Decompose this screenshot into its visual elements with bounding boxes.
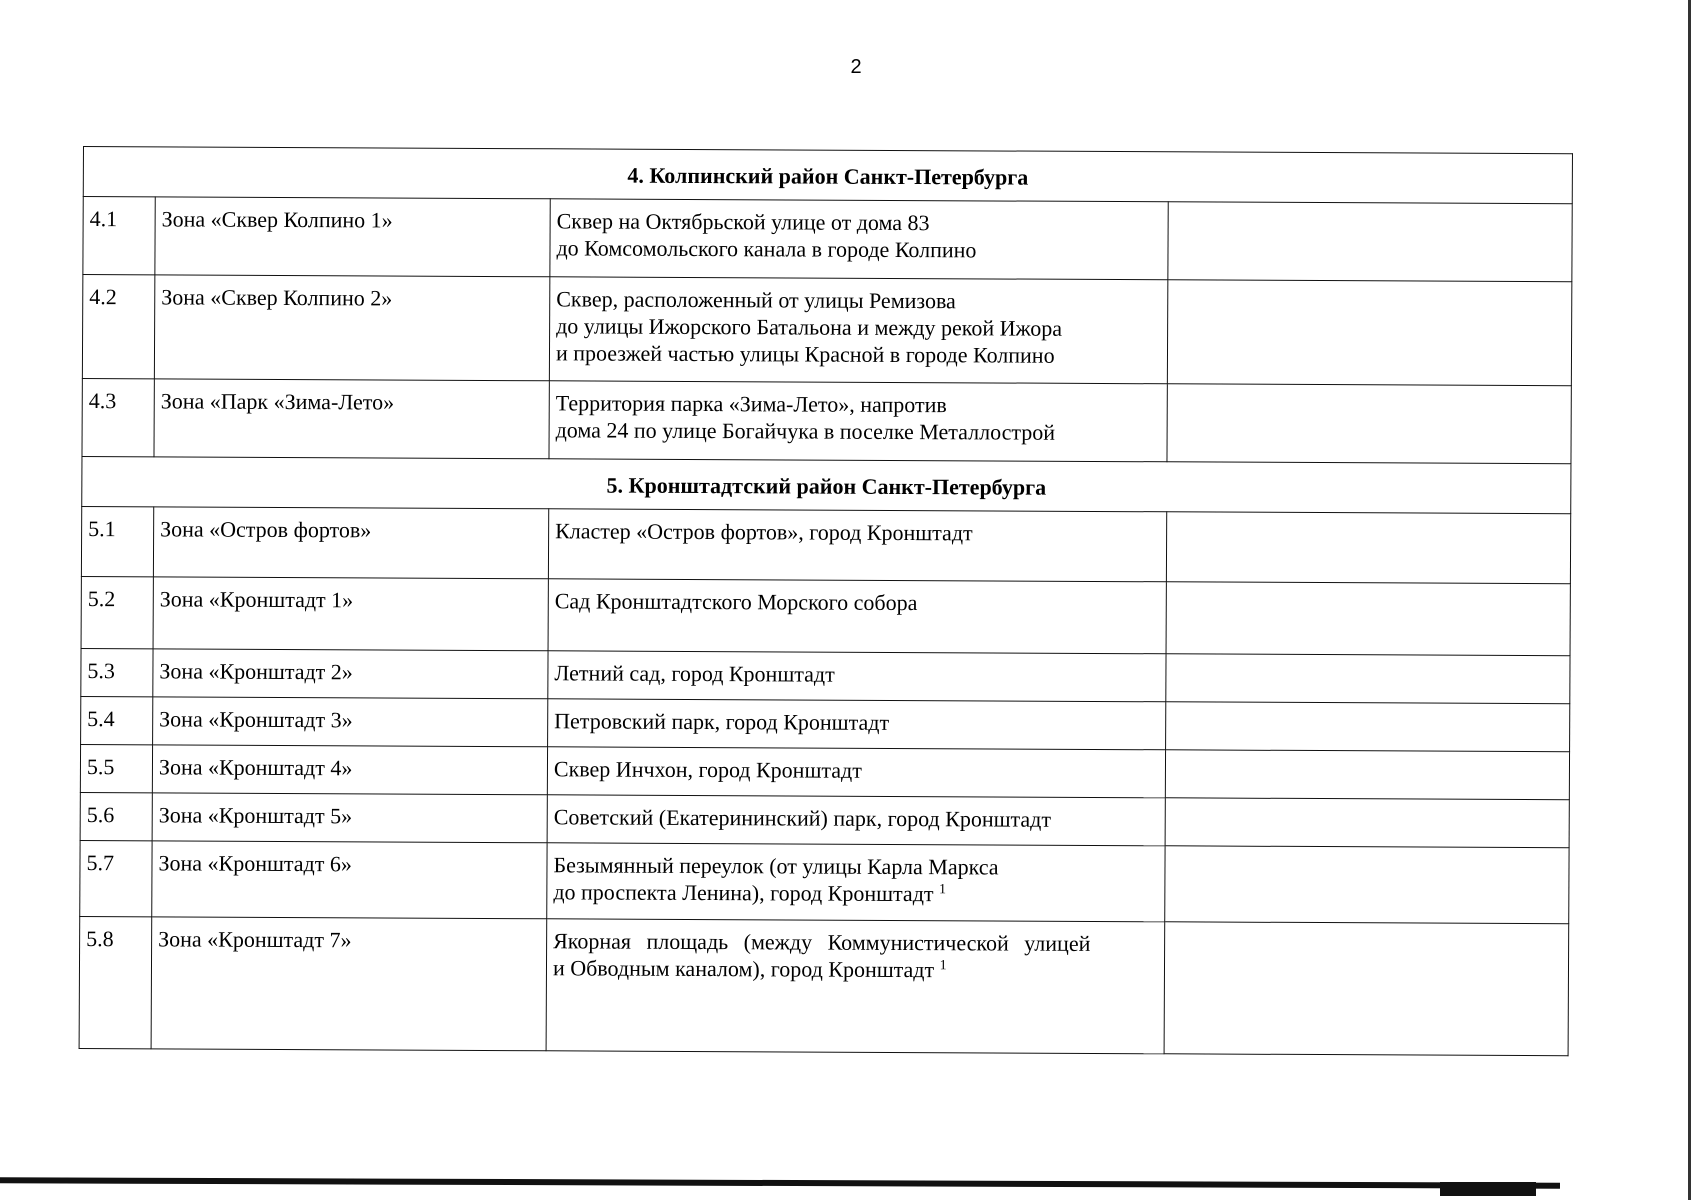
extra-cell <box>1167 280 1572 386</box>
extra-cell <box>1165 846 1569 924</box>
row-number: 5.2 <box>81 576 153 648</box>
description-line <box>553 878 1158 908</box>
page-number: 2 <box>850 56 862 78</box>
section-header-row <box>83 147 1572 204</box>
table-row <box>81 648 1570 703</box>
description-line: Советский (Екатерининский) парк, город Кронштадт <box>553 804 1052 832</box>
zone-name: Зона «Кронштадт 1» <box>153 577 548 651</box>
zones-table <box>79 146 1573 1056</box>
description-line: Сквер на Октябрьской улице от дома 83 <box>556 208 930 236</box>
description-line: Сквер, расположенный от улицы Ремизова <box>556 286 956 314</box>
table-row <box>81 506 1570 583</box>
zone-description <box>548 509 1166 582</box>
description-line: до улицы Ижорского Батальона и между рекой Ижора <box>556 313 1063 341</box>
zone-name: Зона «Кронштадт 2» <box>153 649 548 699</box>
table-row <box>82 378 1571 463</box>
zone-name: Зона «Сквер Колпино 2» <box>154 275 550 381</box>
description-line: Кластер «Остров фортов», город Кронштадт <box>555 518 973 546</box>
zone-name: Зона «Кронштадт 3» <box>153 697 548 747</box>
row-number: 5.5 <box>80 744 152 792</box>
row-number: 5.8 <box>79 916 152 1048</box>
description-line: Якорная площадь (между Коммунистической улицей <box>553 928 1091 956</box>
zone-description <box>549 277 1168 384</box>
extra-cell <box>1165 798 1569 848</box>
zone-description <box>548 579 1166 654</box>
row-number: 4.1 <box>83 197 155 275</box>
row-number: 4.3 <box>82 378 154 456</box>
section-header-row <box>82 456 1571 513</box>
row-number: 5.3 <box>81 648 153 696</box>
description-line: дома 24 по улице Богайчука в поселке Металлострой <box>555 417 1056 445</box>
table-row <box>83 197 1572 282</box>
extra-cell <box>1164 922 1569 1056</box>
row-number: 5.4 <box>81 696 153 744</box>
description-text: и Обводным каналом), город Кронштадт <box>552 955 935 983</box>
scan-right-edge <box>1688 0 1691 1200</box>
description-line: Летний сад, город Кронштадт <box>554 660 835 687</box>
footnote-marker: 1 <box>939 958 947 974</box>
zone-description <box>547 747 1165 798</box>
table-row <box>81 576 1570 655</box>
description-line: Петровский парк, город Кронштадт <box>554 708 890 735</box>
row-number: 5.6 <box>80 792 152 840</box>
table-row <box>82 275 1571 386</box>
extra-cell <box>1166 654 1570 704</box>
zone-description <box>547 843 1165 922</box>
table-row <box>81 696 1570 751</box>
extra-cell <box>1168 202 1572 282</box>
zone-name: Зона «Парк «Зима-Лето» <box>154 379 549 459</box>
extra-cell <box>1167 384 1571 464</box>
zone-description <box>548 699 1166 750</box>
zone-name: Зона «Кронштадт 6» <box>152 841 547 919</box>
description-line: Сад Кронштадтского Морского собора <box>554 588 918 616</box>
section-title: 4. Колпинский район Санкт-Петербурга <box>83 147 1572 204</box>
extra-cell <box>1166 582 1570 656</box>
scan-mark <box>1440 1182 1536 1196</box>
table-row <box>80 744 1569 799</box>
table-row <box>80 792 1569 847</box>
zone-name: Зона «Кронштадт 5» <box>152 793 547 843</box>
description-text: до проспекта Ленина), город Кронштадт <box>553 879 934 907</box>
row-number: 4.2 <box>82 275 155 379</box>
zone-description <box>550 199 1168 280</box>
description-line <box>553 954 1158 984</box>
description-line: до Комсомольского канала в городе Колпино <box>556 235 977 263</box>
extra-cell <box>1166 702 1570 752</box>
zone-name: Зона «Кронштадт 7» <box>151 917 547 1051</box>
zone-name: Зона «Кронштадт 4» <box>152 745 547 795</box>
row-number: 5.7 <box>80 840 152 916</box>
zone-name: Зона «Сквер Колпино 1» <box>155 197 550 277</box>
zone-description <box>547 795 1165 846</box>
table-row <box>79 916 1569 1055</box>
description-line: и проезжей частью улицы Красной в городе Колпино <box>555 340 1055 368</box>
description-line: Безымянный переулок (от улицы Карла Маркса <box>553 852 999 880</box>
footnote-marker: 1 <box>939 882 947 898</box>
extra-cell <box>1165 750 1569 800</box>
extra-cell <box>1166 512 1570 584</box>
description-line: Сквер Инчхон, город Кронштадт <box>553 756 862 783</box>
section-title: 5. Кронштадтский район Санкт-Петербурга <box>82 456 1571 513</box>
table-row <box>80 840 1569 923</box>
scan-bottom-edge <box>0 1177 1560 1188</box>
zone-name: Зона «Остров фортов» <box>153 507 548 579</box>
zone-description <box>549 381 1167 462</box>
row-number: 5.1 <box>81 506 153 576</box>
zone-description <box>548 651 1166 702</box>
zone-description <box>546 919 1165 1054</box>
description-line: Территория парка «Зима-Лето», напротив <box>555 390 947 418</box>
